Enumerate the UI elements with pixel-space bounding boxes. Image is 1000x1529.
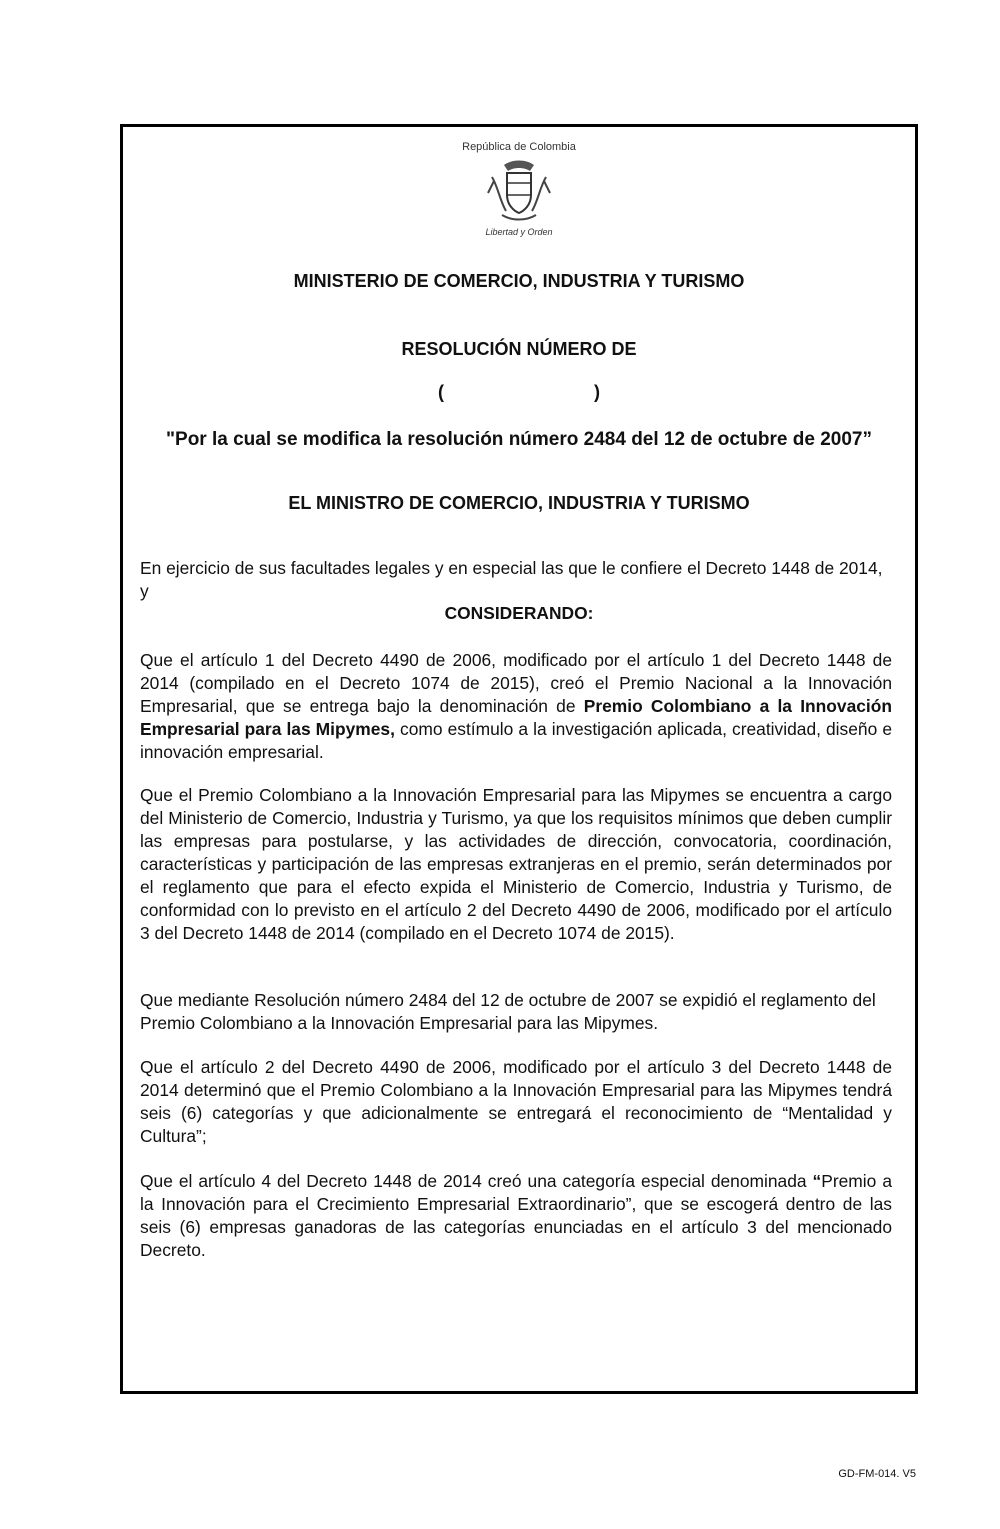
resolution-title: "Por la cual se modifica la resolución número 2484 del 12 de octubre de 2007” xyxy=(166,429,872,450)
considerando-heading: CONSIDERANDO: xyxy=(444,603,594,623)
paragraph-1-text-a: Que el artículo 1 del Decreto 4490 de 2006, modificado por el artículo 1 del Decreto 1448 de 2014 (compilado en el Decreto 1074 de 2015), creó el Premio Nacional a la Innovación Empresarial, que se entrega bajo la denominación de xyxy=(140,650,892,716)
paragraph-1-text-b: como estímulo a la investigación aplicada, creatividad, diseño e innovación empresarial. xyxy=(140,719,892,762)
motto: Libertad y Orden xyxy=(485,227,553,237)
ministry-heading: MINISTERIO DE COMERCIO, INDUSTRIA Y TURISMO xyxy=(293,271,745,291)
paragraph-5-text-b: Premio a la Innovación para el Crecimiento Empresarial Extraordinario”, que se escogerá dentro de las seis (6) empresas ganadoras de las categorías enunciadas en el artículo 3 del mencionado Decreto. xyxy=(140,1171,892,1260)
logo-block xyxy=(123,141,915,237)
paragraph-1 xyxy=(140,649,892,764)
paragraph-5-quote: “ xyxy=(812,1171,822,1191)
paragraph-1-bold: Premio Colombiano a la Innovación Empresarial para las Mipymes, xyxy=(140,696,892,739)
paragraph-3: Que mediante Resolución número 2484 del 12 de octubre de 2007 se expidió el reglamento del Premio Colombiano a la Innovación Empresarial para las Mipymes. xyxy=(140,990,876,1033)
resolution-number-blank xyxy=(123,382,915,403)
document-frame xyxy=(120,124,918,1394)
intro-paragraph: En ejercicio de sus facultades legales y en especial las que le confiere el Decreto 1448 de 2014, y xyxy=(140,558,883,601)
resolution-heading: RESOLUCIÓN NÚMERO DE xyxy=(401,339,637,359)
minister-heading: EL MINISTRO DE COMERCIO, INDUSTRIA Y TURISMO xyxy=(288,493,750,513)
paragraph-5-text-a: Que el artículo 4 del Decreto 1448 de 2014 creó una categoría especial denominada xyxy=(140,1171,813,1191)
paragraph-5 xyxy=(140,1170,892,1262)
coat-of-arms-icon xyxy=(484,157,554,225)
form-code: GD-FM-014. V5 xyxy=(838,1468,916,1480)
paren-close: ) xyxy=(594,382,601,402)
paren-open: ( xyxy=(437,382,444,402)
paragraph-4: Que el artículo 2 del Decreto 4490 de 2006, modificado por el artículo 3 del Decreto 1448 de 2014 determinó que el Premio Colombiano a la Innovación Empresarial para las Mipymes tendrá seis (6) categorías y que adicionalmente se entregará el reconocimiento de “Mentalidad y Cultura”; xyxy=(140,1057,892,1146)
country-name: República de Colombia xyxy=(462,141,576,153)
paragraph-2: Que el Premio Colombiano a la Innovación Empresarial para las Mipymes se encuentra a cargo del Ministerio de Comercio, Industria y Turismo, ya que los requisitos mínimos que deben cumplir las empresas para postularse, y las actividades de dirección, convocatoria, coordinación, características y participación de las empresas extranjeras en el premio, serán determinados por el reglamento que para el efecto expida el Ministerio de Comercio, Industria y Turismo, de conformidad con lo previsto en el artículo 2 del Decreto 4490 de 2006, modificado por el artículo 3 del Decreto 1448 de 2014 (compilado en el Decreto 1074 de 2015). xyxy=(140,785,892,943)
